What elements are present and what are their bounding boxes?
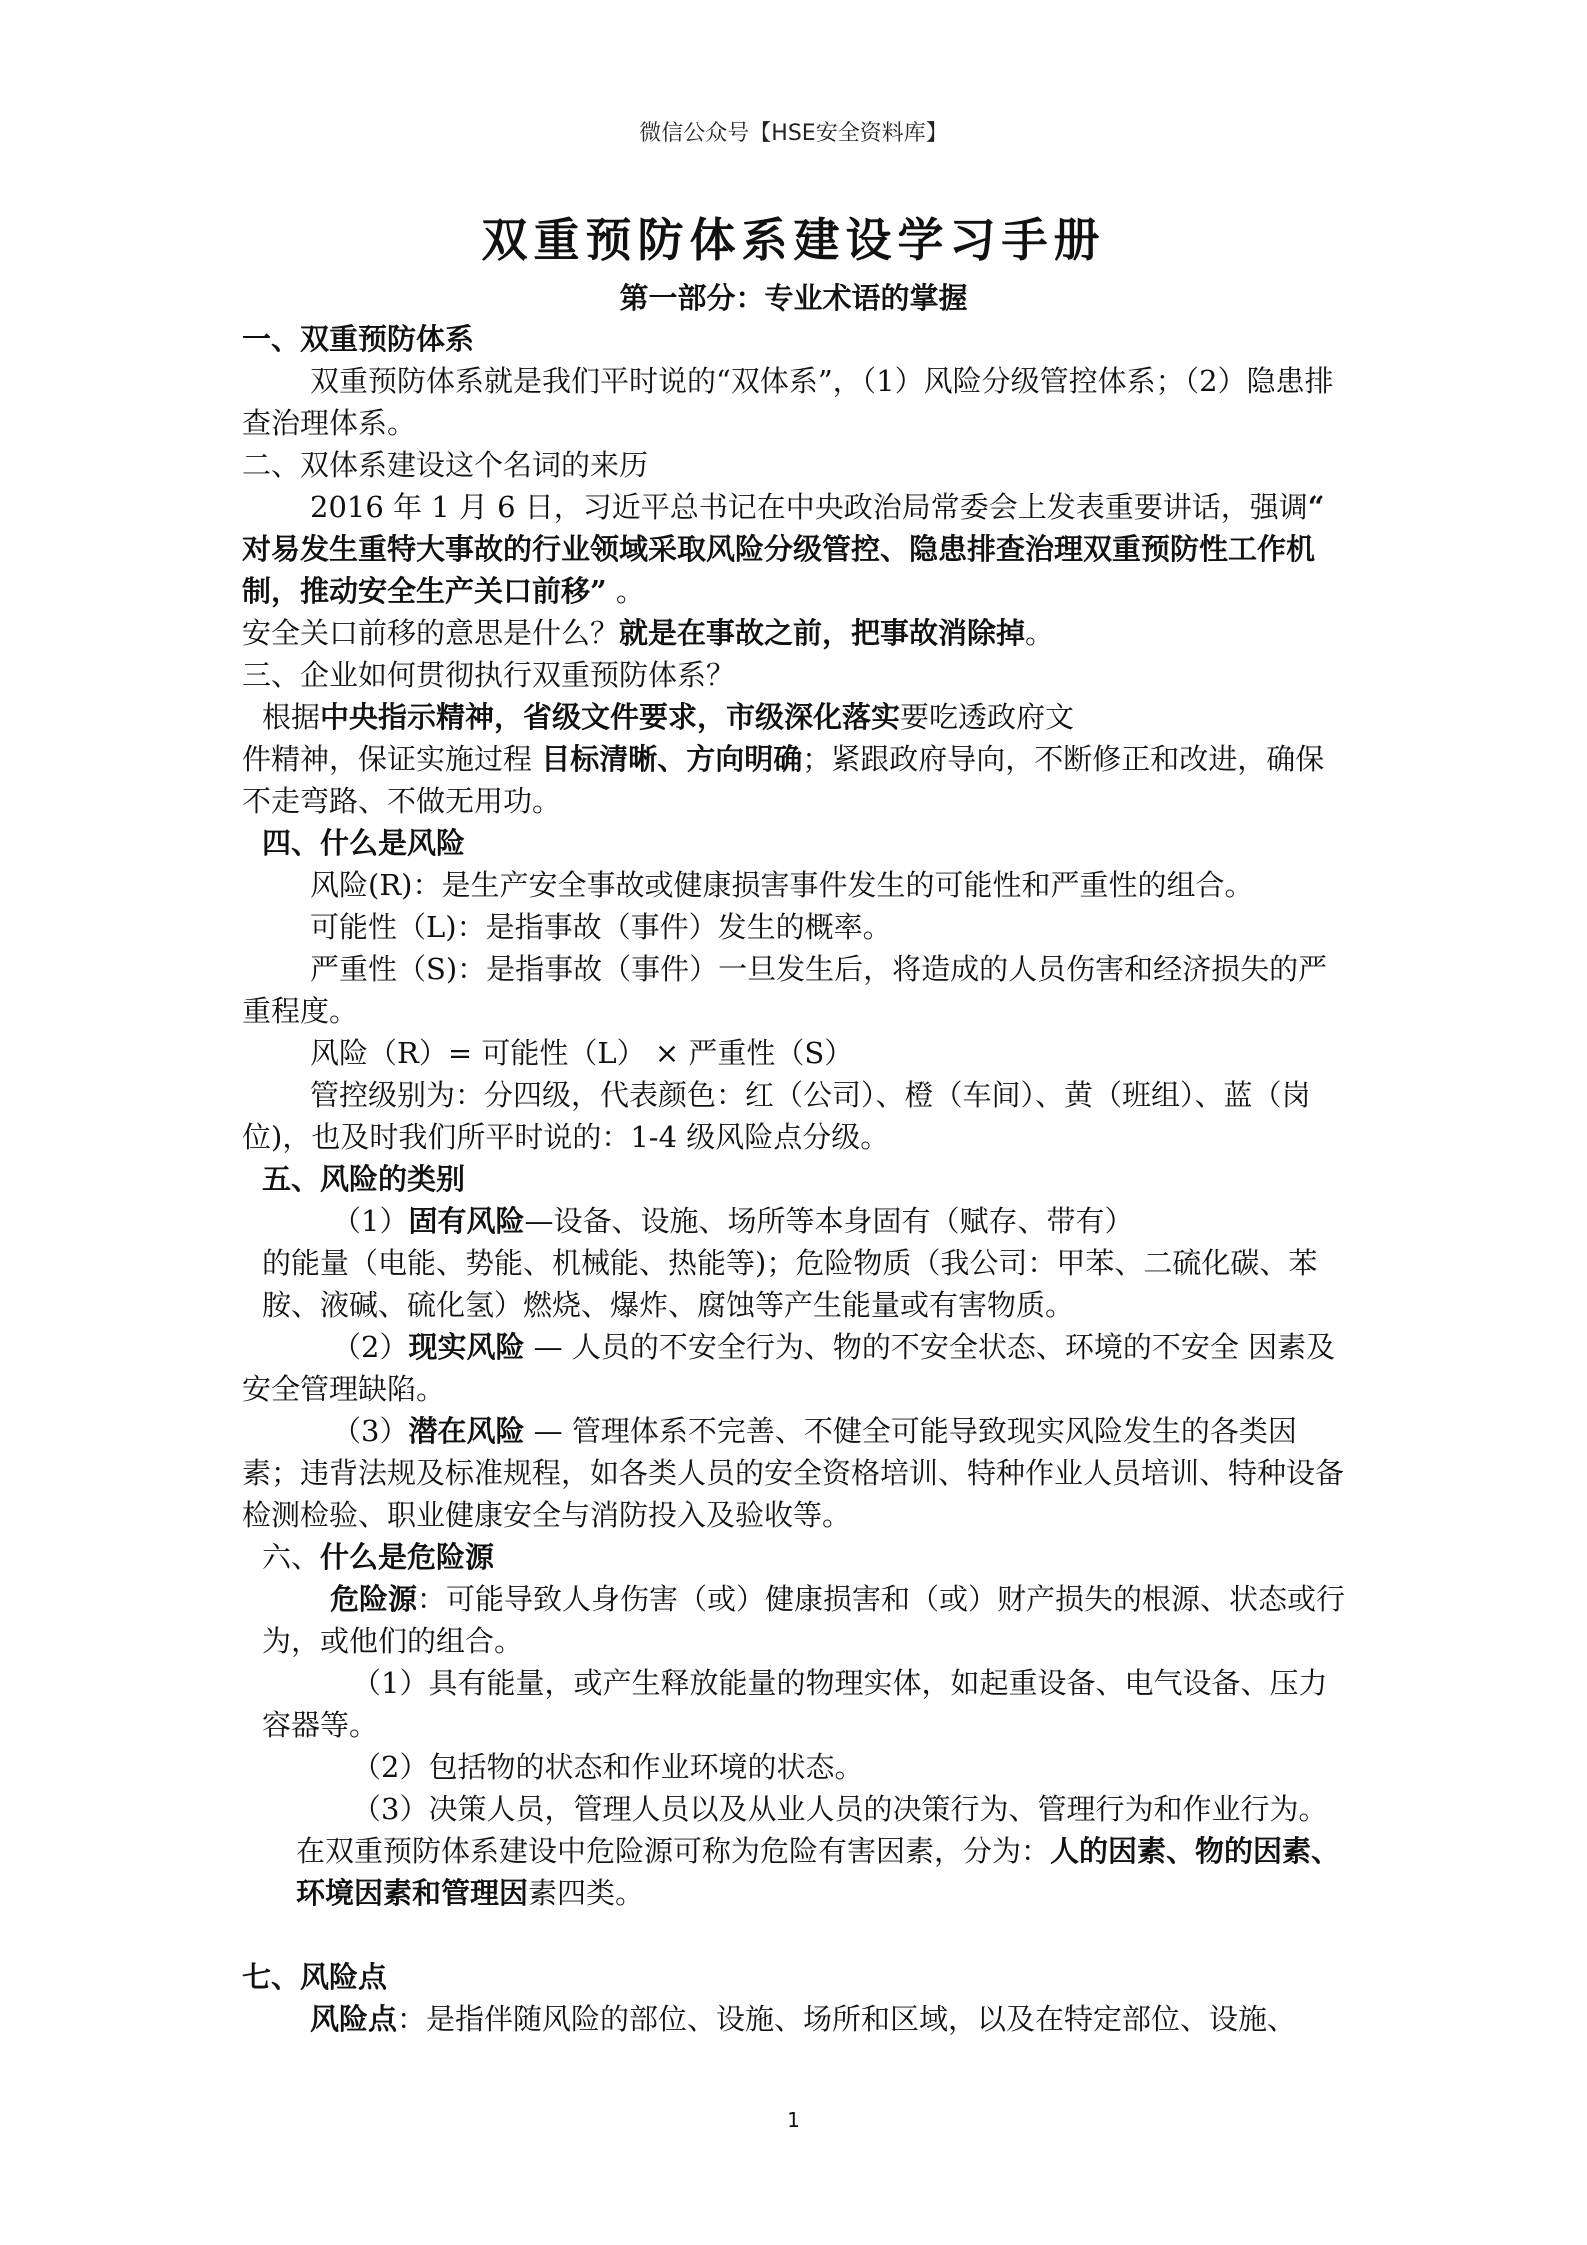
likelihood-definition: 可能性（L)：是指事故（事件）发生的概率。	[310, 910, 892, 944]
text-run: 素四类。	[528, 1876, 645, 1910]
document-body	[242, 318, 1352, 2040]
text-run: —设备、设施、场所等本身固有（赋存、带有）	[524, 1204, 1134, 1238]
page-header: 微信公众号【HSE安全资料库】	[639, 121, 948, 146]
quote-intro: 2016 年 1 月 6 日，习近平总书记在中央政治局常委会上发表重要讲话，强调	[310, 490, 1308, 524]
section-6-heading	[242, 1536, 1352, 1578]
section-1-heading: 一、双重预防体系	[242, 322, 475, 356]
heading-number: 六、	[262, 1540, 321, 1574]
risk-definition: 风险(R)：是生产安全事故或健康损害事件发生的可能性和严重性的组合。	[310, 868, 1254, 902]
potential-risk-item	[242, 1410, 1352, 1536]
item-number: （3）	[332, 1414, 409, 1448]
text-run: — 人员的不安全行为、物的不安全状态、环境的不安全 因素及安全管理缺陷。	[242, 1330, 1336, 1406]
section-4-heading: 四、什么是风险	[262, 826, 466, 860]
section-2-paragraph-1	[242, 486, 1352, 612]
text-run: 要吃透政府文	[900, 700, 1075, 734]
hazard-factors	[242, 1830, 1352, 1914]
emphasis-run: 人的因素、物的因素、环境因素和管理因	[296, 1834, 1341, 1910]
document-title: 双重预防体系建设学习手册	[481, 213, 1106, 267]
heading-text: 什么是危险源	[320, 1540, 495, 1574]
risk-type-label: 潜在风险	[408, 1414, 525, 1448]
text-run: 根据	[262, 700, 321, 734]
definition: ：是指伴随风险的部位、设施、场所和区域，以及在特定部位、设施、	[397, 2002, 1297, 2036]
item-number: （2）	[332, 1330, 409, 1364]
part-title: 第一部分：专业术语的掌握	[619, 281, 968, 315]
term: 风险点	[310, 2002, 398, 2036]
section-6-body	[242, 1578, 1352, 1830]
text-run: ；紧跟政府导向，不断修正和改进，确保不走弯路、不做无用功。	[242, 742, 1325, 818]
question-text: 安全关口前移的意思是什么？	[242, 616, 620, 650]
risk-type-label: 现实风险	[408, 1330, 525, 1364]
risk-formula: 风险（R）= 可能性（L） × 严重性（S）	[310, 1036, 854, 1070]
definition: ：可能导致人身伤害（或）健康损害和（或）财产损失的根源、状态或行为，或他们的组合。	[262, 1582, 1346, 1658]
inherent-risk-line	[242, 1200, 1352, 1242]
item-number: （1）	[332, 1204, 409, 1238]
section-3-heading: 三、企业如何贯彻执行双重预防体系？	[242, 658, 736, 692]
answer-end: 。	[1025, 616, 1055, 650]
hazard-item-3: （3）决策人员，管理人员以及从业人员的决策行为、管理行为和作业行为。	[352, 1792, 1328, 1826]
text-run: 在双重预防体系建设中危险源可称为危险有害因素，分为：	[296, 1834, 1051, 1868]
emphasis-run: 中央指示精神，省级文件要求，市级深化落实	[320, 700, 901, 734]
section-2-heading: 二、双体系建设这个名词的来历	[242, 448, 649, 482]
answer-text: 就是在事故之前，把事故消除掉	[619, 616, 1026, 650]
text-run: 件精神，保证实施过程	[242, 742, 542, 776]
emphasis-run: 目标清晰、方向明确	[541, 742, 803, 776]
section-3-paragraph-2	[242, 738, 1352, 822]
actual-risk-item	[242, 1326, 1352, 1410]
risk-point-definition	[242, 1998, 1352, 2040]
term: 危险源	[330, 1582, 418, 1616]
text-run: — 管理体系不完善、不健全可能导致现实风险发生的各类因素；违背法规及标准规程，如各类人员的安全资格培训、特种作业人员培训、特种设备检测检验、职业健康安全与消防投入及验收等。	[242, 1414, 1345, 1532]
section-2-paragraph-2	[242, 612, 1352, 654]
section-5-heading: 五、风险的类别	[262, 1162, 466, 1196]
section-1-paragraph: 双重预防体系就是我们平时说的“双体系”，（1）风险分级管控体系；（2）隐患排查治理体系。	[242, 364, 1334, 440]
quote-text: “ 对易发生重特大事故的行业领域采取风险分级管控、隐患排查治理双重预防性工作机制，推动安全生产关口前移”	[242, 490, 1325, 608]
section-7-heading: 七、风险点	[242, 1960, 388, 1994]
spacer	[242, 1914, 1352, 1956]
quote-end: 。	[606, 574, 645, 608]
risk-type-label: 固有风险	[408, 1204, 525, 1238]
section-3-paragraph-1	[242, 696, 1352, 738]
inherent-risk-detail: 的能量（电能、势能、机械能、热能等)；危险物质（我公司：甲苯、二硫化碳、苯胺、液碱、硫化氢）燃烧、爆炸、腐蚀等产生能量或有害物质。	[262, 1246, 1318, 1322]
severity-definition: 严重性（S)：是指事故（事件）一旦发生后，将造成的人员伤害和经济损失的严重程度。	[242, 952, 1328, 1028]
page-number: 1	[787, 2108, 800, 2132]
hazard-item-1: （1）具有能量，或产生释放能量的物理实体，如起重设备、电气设备、压力容器等。	[262, 1666, 1328, 1742]
control-levels: 管控级别为：分四级，代表颜色：红（公司）、橙（车间）、黄（班组）、蓝（岗位)，也及时我们所平时说的：1-4 级风险点分级。	[242, 1078, 1311, 1154]
hazard-item-2: （2）包括物的状态和作业环境的状态。	[352, 1750, 864, 1784]
hazard-definition	[262, 1578, 1352, 1662]
